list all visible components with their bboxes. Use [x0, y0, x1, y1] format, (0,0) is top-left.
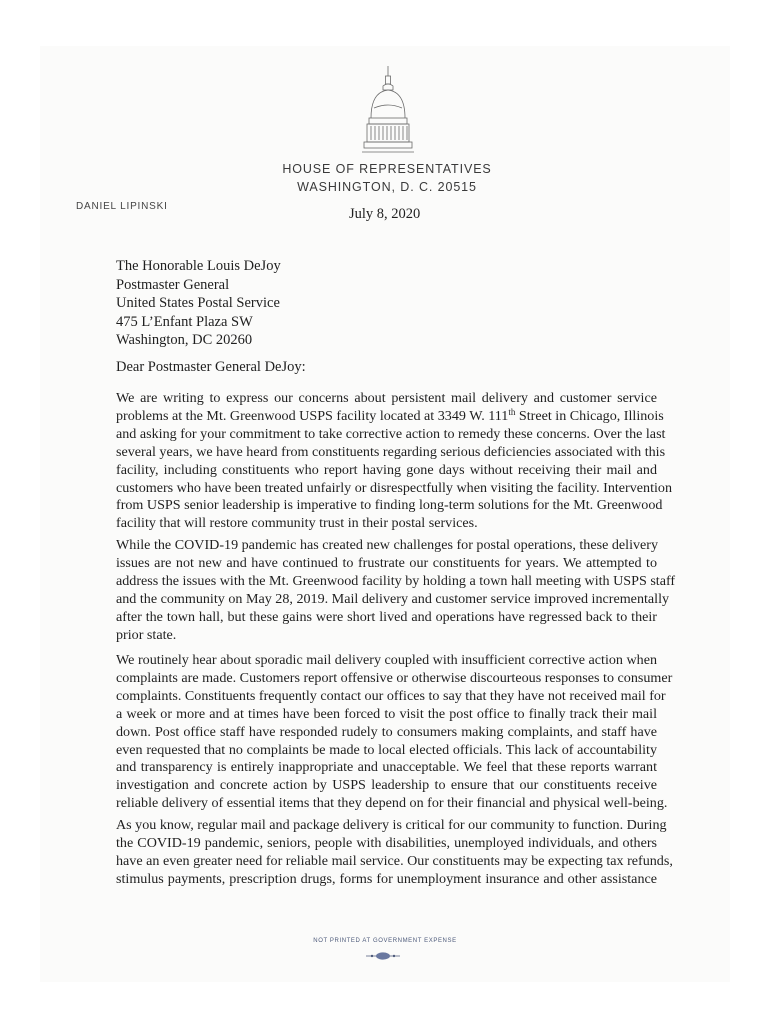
- paragraph-line: We routinely hear about sporadic mail delivery coupled with insufficient corrective action when: [116, 652, 658, 668]
- paragraph-line: several years, we have heard from constituents regarding serious deficiencies associated with this: [116, 443, 666, 460]
- paragraph-4: [116, 817, 673, 889]
- union-bug-icon: [366, 951, 400, 961]
- recipient-address: [116, 257, 281, 350]
- paragraph-line: address the issues with the Mt. Greenwood facility by holding a town hall meeting with USPS staff: [116, 572, 676, 589]
- paragraph-line: down. Post office staff have responded rudely to consumers making complaints, and staff have: [116, 723, 657, 740]
- paragraph-2: [116, 537, 676, 644]
- recipient-line: 475 L’Enfant Plaza SW: [116, 313, 253, 330]
- superscript: th: [508, 406, 516, 417]
- paragraph-line: after the town hall, but these gains were short lived and operations have regressed back to their: [116, 608, 657, 625]
- recipient-line: Postmaster General: [116, 276, 230, 293]
- recipient-line: United States Postal Service: [116, 295, 280, 311]
- capitol-dome-icon: [361, 64, 415, 156]
- paragraph-1: [116, 390, 673, 533]
- paragraph-line: We are writing to express our concerns about persistent mail delivery and customer service: [116, 390, 657, 406]
- paragraph-line: and the community on May 28, 2019. Mail delivery and customer service improved incrementally: [116, 590, 670, 607]
- paragraph-line: stimulus payments, prescription drugs, forms for unemployment insurance and other assistance: [116, 870, 657, 887]
- paragraph-line: from USPS senior leadership is imperative to finding long-term solutions for the Mt. Greenwood: [116, 497, 663, 514]
- member-name: DANIEL LIPINSKI: [76, 201, 168, 212]
- letterhead-chamber: HOUSE OF REPRESENTATIVES: [282, 162, 492, 176]
- footer-notice: NOT PRINTED AT GOVERNMENT EXPENSE: [313, 938, 457, 944]
- text-span: Street in Chicago, Illinois: [515, 407, 664, 424]
- recipient-line: Washington, DC 20260: [116, 332, 253, 348]
- letterhead-address: WASHINGTON, D. C. 20515: [297, 180, 477, 194]
- paragraph-line: the COVID-19 pandemic, seniors, people with disabilities, unemployed individuals, and others: [116, 834, 657, 851]
- paragraph-line: reliable delivery of essential items that they depend on for their financial and physical well-being.: [116, 795, 668, 812]
- paragraph-line: While the COVID-19 pandemic has created new challenges for postal operations, these delivery: [116, 537, 659, 553]
- paragraph-3: [116, 652, 673, 813]
- paragraph-line: customers who have been treated unfairly or disrespectfully when visiting the facility. Intervention: [116, 479, 673, 496]
- paragraph-line: As you know, regular mail and package delivery is critical for our community to function. During: [116, 817, 667, 833]
- text-span: problems at the Mt. Greenwood USPS facility located at 3349 W. 111: [116, 407, 509, 424]
- paragraph-line: issues are not new and have continued to frustrate our constituents for years. We attempted to: [116, 554, 657, 571]
- paragraph-line: [116, 406, 664, 426]
- letter-date: July 8, 2020: [349, 206, 421, 222]
- paragraph-line: complaints are made. Customers report offensive or otherwise discourteous responses to consumer: [116, 669, 673, 686]
- paragraph-line: complaints. Constituents frequently contact our offices to say that they have not received mail for: [116, 687, 666, 704]
- paragraph-line: and asking for your commitment to take corrective action to remedy these concerns. Over the last: [116, 425, 666, 442]
- paragraph-line: investigation and concrete action by USPS leadership to ensure that our constituents receive: [116, 777, 657, 794]
- paragraph-line: prior state.: [116, 626, 177, 643]
- paragraph-line: and transparency is entirely inappropriate and unacceptable. We feel that these reports warrant: [116, 759, 657, 776]
- recipient-line: The Honorable Louis DeJoy: [116, 258, 281, 274]
- salutation: Dear Postmaster General DeJoy:: [116, 359, 306, 375]
- paragraph-line: even requested that no complaints be made to local elected officials. This lack of accountability: [116, 741, 657, 758]
- paragraph-line: a week or more and at times have been forced to visit the post office to finally track their mail: [116, 705, 657, 722]
- paragraph-line: facility that will restore community trust in their postal services.: [116, 515, 478, 532]
- letterhead: [250, 160, 524, 196]
- paragraph-line: facility, including constituents who report having gone days without receiving their mail and: [116, 461, 657, 478]
- paragraph-line: have an even greater need for reliable mail service. Our constituents may be expecting tax refunds,: [116, 852, 673, 869]
